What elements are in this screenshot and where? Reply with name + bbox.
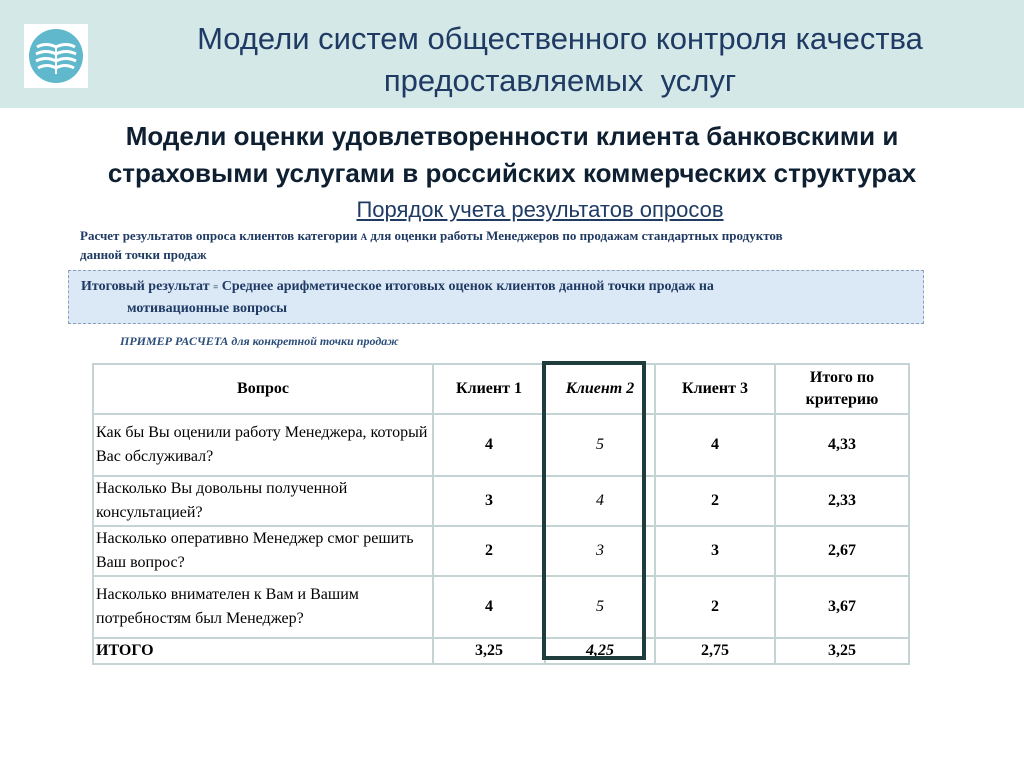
final-result-line-1 (81, 276, 911, 298)
question-cell: Насколько оперативно Менеджер смог решить Ваш вопрос? (93, 526, 433, 576)
results-table (92, 363, 910, 665)
header-client-1: Клиент 1 (433, 364, 545, 414)
final-result-text-2: мотивационные вопросы (127, 301, 288, 316)
question-cell: Насколько Вы довольны полученной консультацией? (93, 476, 433, 526)
client-1-score: 4 (433, 414, 545, 476)
header-question: Вопрос (93, 364, 433, 414)
client-3-score: 3 (655, 526, 775, 576)
header-criterion-total: Итого по критерию (775, 364, 909, 414)
question-cell: Как бы Вы оценили работу Менеджера, который Вас обслуживал? (93, 414, 433, 476)
slide-header (0, 0, 1024, 108)
final-result-label: Итоговый результат (81, 279, 210, 294)
client-1-score: 2 (433, 526, 545, 576)
table-header-row (93, 364, 909, 414)
section-title: Порядок учета результатов опросов (356, 197, 724, 222)
client-1-score: 3 (433, 476, 545, 526)
client-3-score: 2 (655, 576, 775, 638)
final-result-box (68, 270, 924, 324)
table-row (93, 414, 909, 476)
total-label: ИТОГО (93, 638, 433, 664)
client-3-total: 2,75 (655, 638, 775, 664)
client-2-total: 4,25 (545, 638, 655, 664)
client-2-score: 5 (545, 576, 655, 638)
question-cell: Насколько внимателен к Вам и Вашим потребностям был Менеджер? (93, 576, 433, 638)
final-result-equals: = (213, 282, 219, 292)
criterion-total: 2,67 (775, 526, 909, 576)
slide-subtitle (10, 118, 1014, 192)
client-2-score: 5 (545, 414, 655, 476)
criterion-total: 2,33 (775, 476, 909, 526)
calculation-description (80, 227, 1000, 264)
table-row (93, 526, 909, 576)
slide-title (110, 18, 1010, 102)
table-row (93, 476, 909, 526)
table-row (93, 576, 909, 638)
calculation-description-line-1 (80, 227, 1000, 246)
client-1-score: 4 (433, 576, 545, 638)
calc-desc-part-1: Расчет результатов опроса клиентов категории (80, 228, 358, 243)
slide-title-line-2: предоставляемых услуг (383, 63, 737, 98)
example-label: ПРИМЕР РАСЧЕТА для конкретной точки продаж (120, 334, 399, 348)
client-3-score: 2 (655, 476, 775, 526)
slide-subtitle-line-1: Модели оценки удовлетворенности клиента банковскими и (125, 121, 899, 151)
slide-subtitle-line-2: страховыми услугами в российских коммерческих структурах (107, 158, 917, 188)
client-1-total: 3,25 (433, 638, 545, 664)
criterion-total: 3,67 (775, 576, 909, 638)
calc-desc-category: А (360, 232, 368, 242)
book-wave-logo-icon (24, 24, 88, 88)
slide-title-line-1: Модели систем общественного контроля качества (197, 21, 923, 56)
grand-total: 3,25 (775, 638, 909, 664)
client-2-score: 4 (545, 476, 655, 526)
client-2-score: 3 (545, 526, 655, 576)
criterion-total: 4,33 (775, 414, 909, 476)
calculation-description-line-2: данной точки продаж (80, 247, 207, 262)
header-client-2: Клиент 2 (545, 364, 655, 414)
final-result-text-1: Среднее арифметическое итоговых оценок клиентов данной точки продаж на (221, 279, 714, 294)
client-3-score: 4 (655, 414, 775, 476)
calc-desc-part-2: для оценки работы Менеджеров по продажам стандартных продуктов (370, 228, 783, 243)
header-client-3: Клиент 3 (655, 364, 775, 414)
table-total-row (93, 638, 909, 664)
